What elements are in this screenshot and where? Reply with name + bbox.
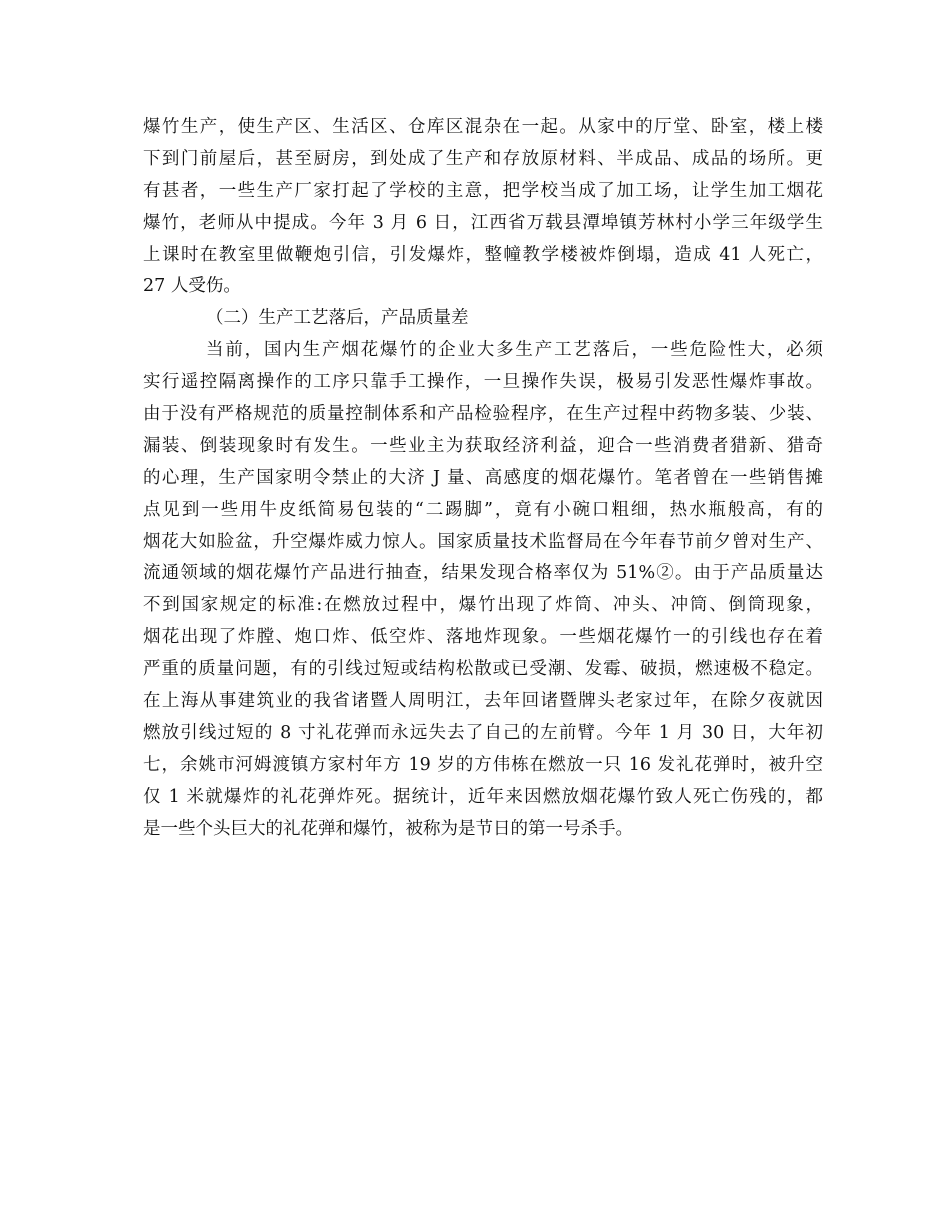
text-line: 由于没有严格规范的质量控制体系和产品检验程序，在生产过程中药物多装、少装、 <box>143 404 823 425</box>
section-heading: （二）生产工艺落后，产品质量差 <box>206 308 469 329</box>
paragraph-2 <box>143 335 823 845</box>
text-line: 上课时在教室里做鞭炮引信，引发爆炸，整幢教学楼被炸倒塌，造成 41 人死亡， <box>143 244 823 265</box>
text-line: 烟花出现了炸膛、炮口炸、低空炸、落地炸现象。一些烟花爆竹一的引线也存在着 <box>143 627 823 648</box>
document-body <box>143 112 823 845</box>
text-line: 爆竹，老师从中提成。今年 3 月 6 日，江西省万载县潭埠镇芳林村小学三年级学生 <box>143 212 823 233</box>
text-line: 是一些个头巨大的礼花弹和爆竹，被称为是节日的第一号杀手。 <box>143 818 633 839</box>
text-line: 在上海从事建筑业的我省诸暨人周明江，去年回诸暨牌头老家过年，在除夕夜就因 <box>143 691 823 712</box>
text-line: 严重的质量问题，有的引线过短或结构松散或已受潮、发霉、破损，燃速极不稳定。 <box>143 659 823 680</box>
text-line: 爆竹生产，使生产区、生活区、仓库区混杂在一起。从家中的厅堂、卧室，楼上楼 <box>143 117 823 137</box>
text-line: 流通领域的烟花爆竹产品进行抽查，结果发现合格率仅为 51%②。由于产品质量达 <box>143 563 823 584</box>
text-line: 实行遥控隔离操作的工序只靠手工操作，一旦操作失误，极易引发恶性爆炸事故。 <box>143 372 823 393</box>
text-line: 当前，国内生产烟花爆竹的企业大多生产工艺落后，一些危险性大，必须 <box>206 340 823 361</box>
text-line: 烟花大如脸盆，升空爆炸威力惊人。国家质量技术监督局在今年春节前夕曾对生产、 <box>143 531 823 552</box>
text-line: 的心理，生产国家明令禁止的大济 J 量、高感度的烟花爆竹。笔者曾在一些销售摊 <box>143 467 823 488</box>
text-line: 燃放引线过短的 8 寸礼花弹而永远失去了自己的左前臂。今年 1 月 30 日，大年初 <box>143 722 823 743</box>
text-line: 七，余姚市河姆渡镇方家村年方 19 岁的方伟栋在燃放一只 16 发礼花弹时，被升空 <box>143 754 823 775</box>
text-line: 27 人受伤。 <box>143 276 241 297</box>
text-line: 有甚者，一些生产厂家打起了学校的主意，把学校当成了加工场，让学生加工烟花 <box>143 180 823 201</box>
text-line: 漏装、倒装现象时有发生。一些业主为获取经济利益，迎合一些消费者猎新、猎奇 <box>143 435 823 456</box>
text-line: 点见到一些用牛皮纸简易包装的“二踢脚”，竟有小碗口粗细，热水瓶般高，有的 <box>143 499 823 520</box>
paragraph-1 <box>143 112 823 303</box>
text-line: 下到门前屋后，甚至厨房，到处成了生产和存放原材料、半成品、成品的场所。更 <box>143 148 823 169</box>
text-line: 仅 1 米就爆炸的礼花弹炸死。据统计，近年来因燃放烟花爆竹致人死亡伤残的，都 <box>143 786 823 807</box>
text-line: 不到国家规定的标准:在燃放过程中，爆竹出现了炸筒、冲头、冲筒、倒筒现象， <box>143 595 823 616</box>
